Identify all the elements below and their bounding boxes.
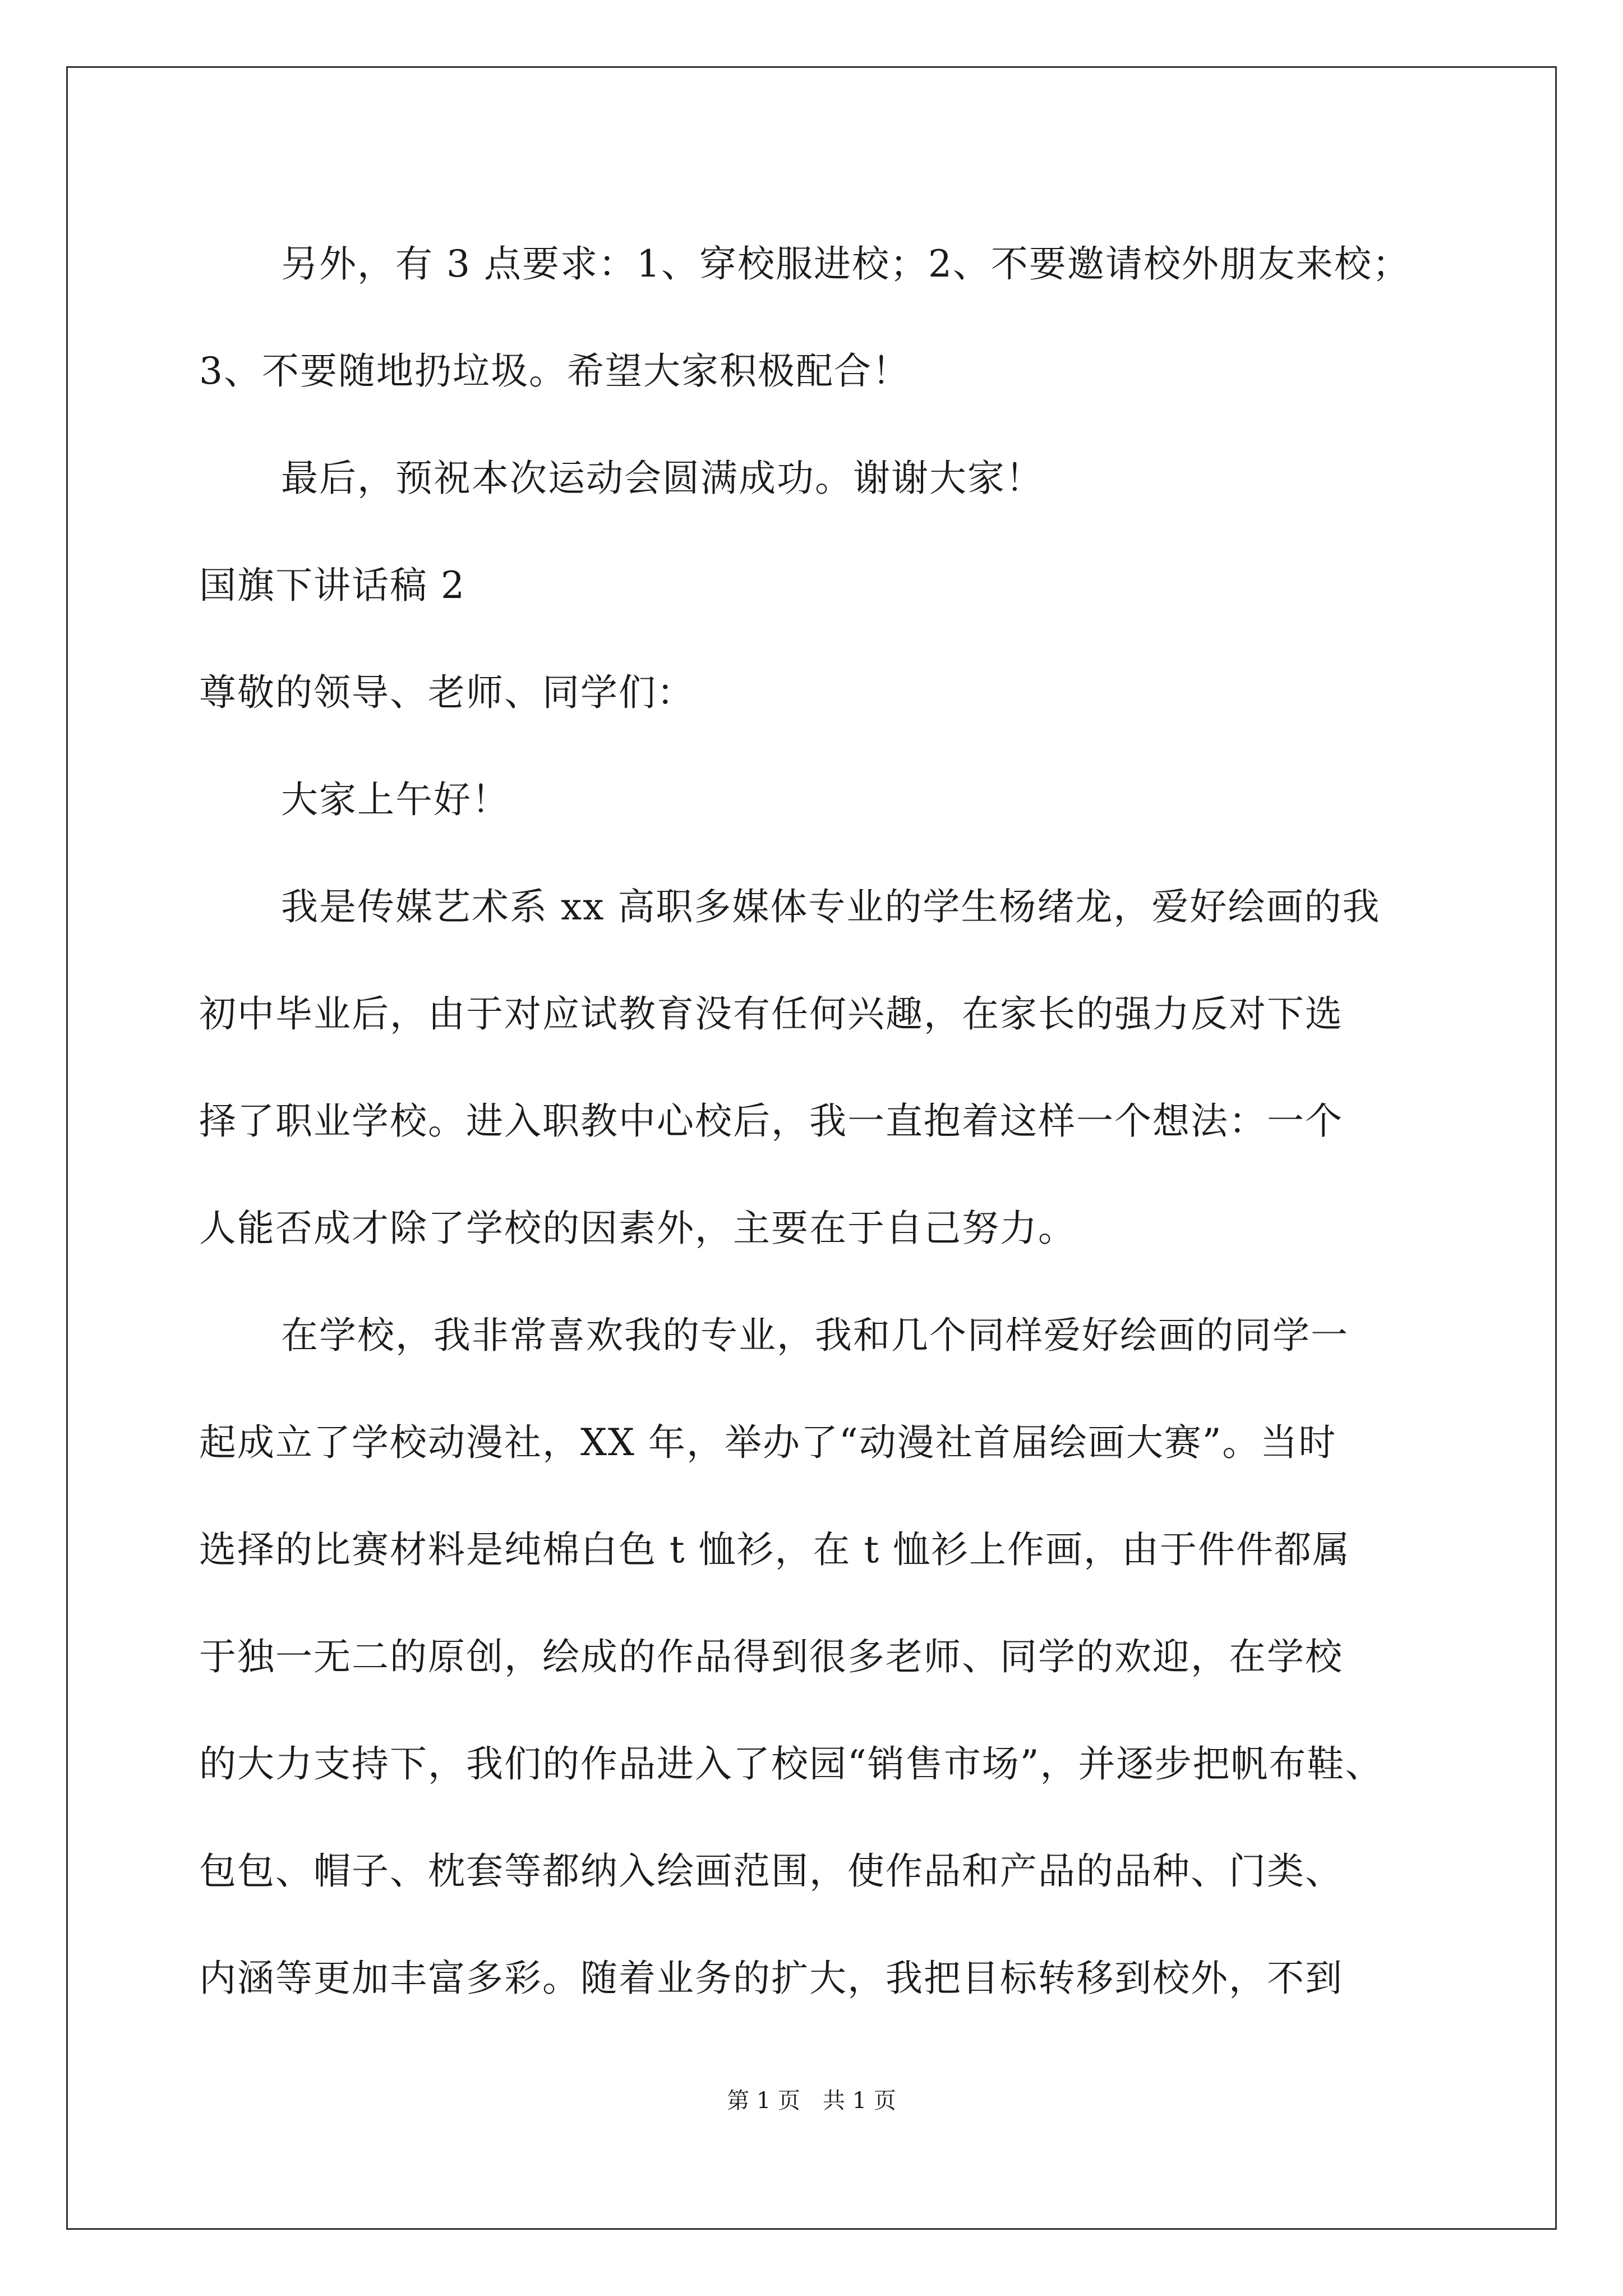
text-line: 包包、帽子、枕套等都纳入绘画范围，使作品和产品的品种、门类、 xyxy=(199,1849,1343,1893)
document-body xyxy=(199,210,1433,2032)
text-line: 初中毕业后，由于对应试教育没有任何兴趣，在家长的强力反对下选 xyxy=(199,992,1343,1036)
text-line: 内涵等更加丰富多彩。随着业务的扩大，我把目标转移到校外，不到 xyxy=(199,1957,1343,2000)
text-line: 另外，有 3 点要求：1、穿校服进校；2、不要邀请校外朋友来校； xyxy=(281,242,1410,286)
text-line: 选择的比赛材料是纯棉白色 t 恤衫，在 t 恤衫上作画，由于件件都属 xyxy=(199,1528,1350,1571)
text-line: 在学校，我非常喜欢我的专业，我和几个同样爱好绘画的同学一 xyxy=(281,1314,1349,1357)
text-line: 3、不要随地扔垃圾。希望大家积极配合！ xyxy=(199,349,910,393)
text-line: 于独一无二的原创，绘成的作品得到很多老师、同学的欢迎，在学校 xyxy=(199,1635,1343,1678)
greeting: 大家上午好！ xyxy=(281,778,510,821)
page-footer: 第 1 页 共 1 页 xyxy=(727,2088,896,2114)
text-line: 起成立了学校动漫社，XX 年，举办了“动漫社首届绘画大赛”。当时 xyxy=(199,1421,1337,1464)
text-line: 择了职业学校。进入职教中心校后，我一直抱着这样一个想法：一个 xyxy=(199,1099,1343,1143)
text-line: 我是传媒艺术系 xx 高职多媒体专业的学生杨绪龙，爱好绘画的我 xyxy=(281,885,1381,928)
text-line: 人能否成才除了学校的因素外，主要在于自己努力。 xyxy=(199,1207,1076,1250)
salutation: 尊敬的领导、老师、同学们： xyxy=(199,671,695,714)
text-line: 的大力支持下，我们的作品进入了校园“销售市场”，并逐步把帆布鞋、 xyxy=(199,1742,1384,1786)
section-heading: 国旗下讲话稿 2 xyxy=(199,564,465,607)
text-line: 最后，预祝本次运动会圆满成功。谢谢大家！ xyxy=(281,457,1044,500)
